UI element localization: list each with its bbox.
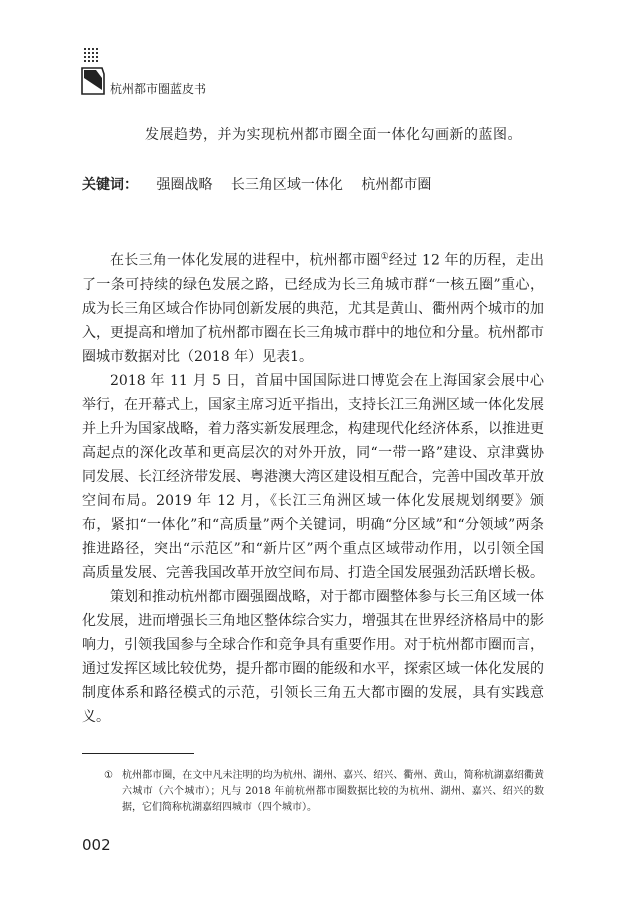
keywords-line [82, 174, 445, 194]
footnote-divider [82, 753, 194, 754]
footnote-reference[interactable]: ① [380, 252, 389, 262]
body-text [82, 245, 544, 729]
keyword-term: 长三角区域一体化 [230, 177, 343, 193]
footnote [82, 768, 544, 816]
footnote-text: 杭州都市圈，在文中凡未注明的均为杭州、湖州、嘉兴、绍兴、衢州、黄山，简称杭湖嘉绍衢黄六城市（六个城市）；凡与 2018 年前杭州都市圈数据比较的为杭州、湖州、嘉兴、绍兴的数据，它们简称杭湖嘉绍四城市（四个城市）。 [122, 770, 544, 813]
page-number: 002 [82, 836, 111, 854]
paragraph-1: 在长三角一体化发展的进程中，杭州都市圈①经过 12 年的历程，走出了一条可持续的绿色发展之路，已经成为长三角城市群“一核五圈”重心，成为长三角区域合作协同创新发展的典范，尤其是黄山、衢州两个城市的加入，更提高和增加了杭州都市圈在长三角城市群中的地位和分量。杭州都市圈城市数据对比（2018 年）见表1。 [82, 252, 544, 365]
book-emblem-icon [80, 46, 106, 96]
footnote-number: ① [104, 770, 113, 781]
paragraph-3: 策划和推动杭州都市圈强圈战略，对于都市圈整体参与长三角区域一体化发展，进而增强长三角地区整体综合实力，增强其在世界经济格局中的影响力，引领我国参与全球合作和竞争具有重要作用。对于杭州都市圈而言，通过发挥区域比较优势，提升都市圈的能级和水平，探索区域一体化发展的制度体系和路径模式的示范，引领长三角五大都市圈的发展，具有实践意义。 [82, 588, 544, 725]
paragraph-2: 2018 年 11 月 5 日，首届中国国际进口博览会在上海国家会展中心举行，在开幕式上，国家主席习近平指出，支持长江三角洲区域一体化发展并上升为国家战略，着力落实新发展理念，构建现代化经济体系，以推进更高起点的深化改革和更高层次的对外开放，同“一带一路”建设、京津冀协同发展、长江经济带发展、粤港澳大湾区建设相互配合，完善中国改革开放空间布局。2019 年 12 月，《长江三角洲区域一体化发展规划纲要》颁布，紧扣“一体化”和“高质量”两个关键词，明确“分区域”和“分领域”两条推进路径，突出“示范区”和“新片区”两个重点区域带动作用，以引领全国高质量发展、完善我国改革开放空间布局、打造全国发展强劲活跃增长极。 [82, 372, 544, 581]
keywords-label: 关键词： [82, 177, 138, 193]
keyword-term: 杭州都市圈 [361, 177, 432, 193]
abstract-tail-text: 发展趋势，并为实现杭州都市圈全面一体化勾画新的蓝图。 [145, 127, 522, 143]
running-header-title: 杭州都市圈蓝皮书 [110, 82, 207, 96]
keyword-term: 强圈战略 [156, 177, 213, 193]
